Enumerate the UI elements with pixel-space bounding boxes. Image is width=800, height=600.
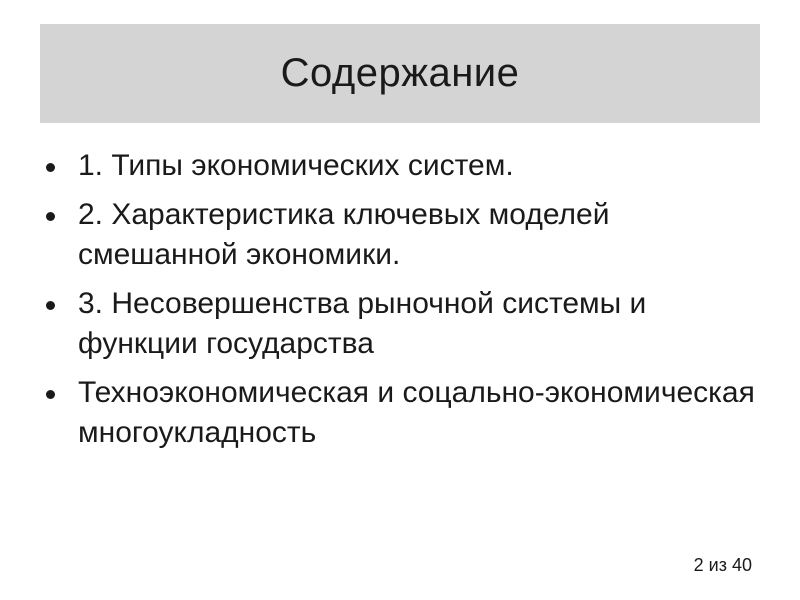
- list-item-text: Техноэкономическая и соцально-экономическая многоукладность: [78, 376, 755, 449]
- list-item-text: 3. Несовершенства рыночной системы и функции государства: [78, 287, 647, 360]
- bullet-dot-icon: [46, 163, 55, 172]
- slide-title: Содержание: [280, 51, 520, 95]
- list-item: [40, 284, 760, 364]
- bullet-dot-icon: [46, 301, 55, 310]
- page-counter: 2 из 40: [693, 555, 752, 575]
- list-item-text: 1. Типы экономических систем.: [78, 149, 514, 182]
- list-item: [40, 195, 760, 275]
- bullet-dot-icon: [46, 390, 55, 399]
- bullet-dot-icon: [46, 212, 55, 221]
- list-item: [40, 146, 760, 186]
- bullet-list: [40, 146, 760, 462]
- list-item-text: 2. Характеристика ключевых моделей смешанной экономики.: [78, 198, 610, 271]
- list-item: [40, 373, 760, 453]
- title-bar: [40, 24, 760, 123]
